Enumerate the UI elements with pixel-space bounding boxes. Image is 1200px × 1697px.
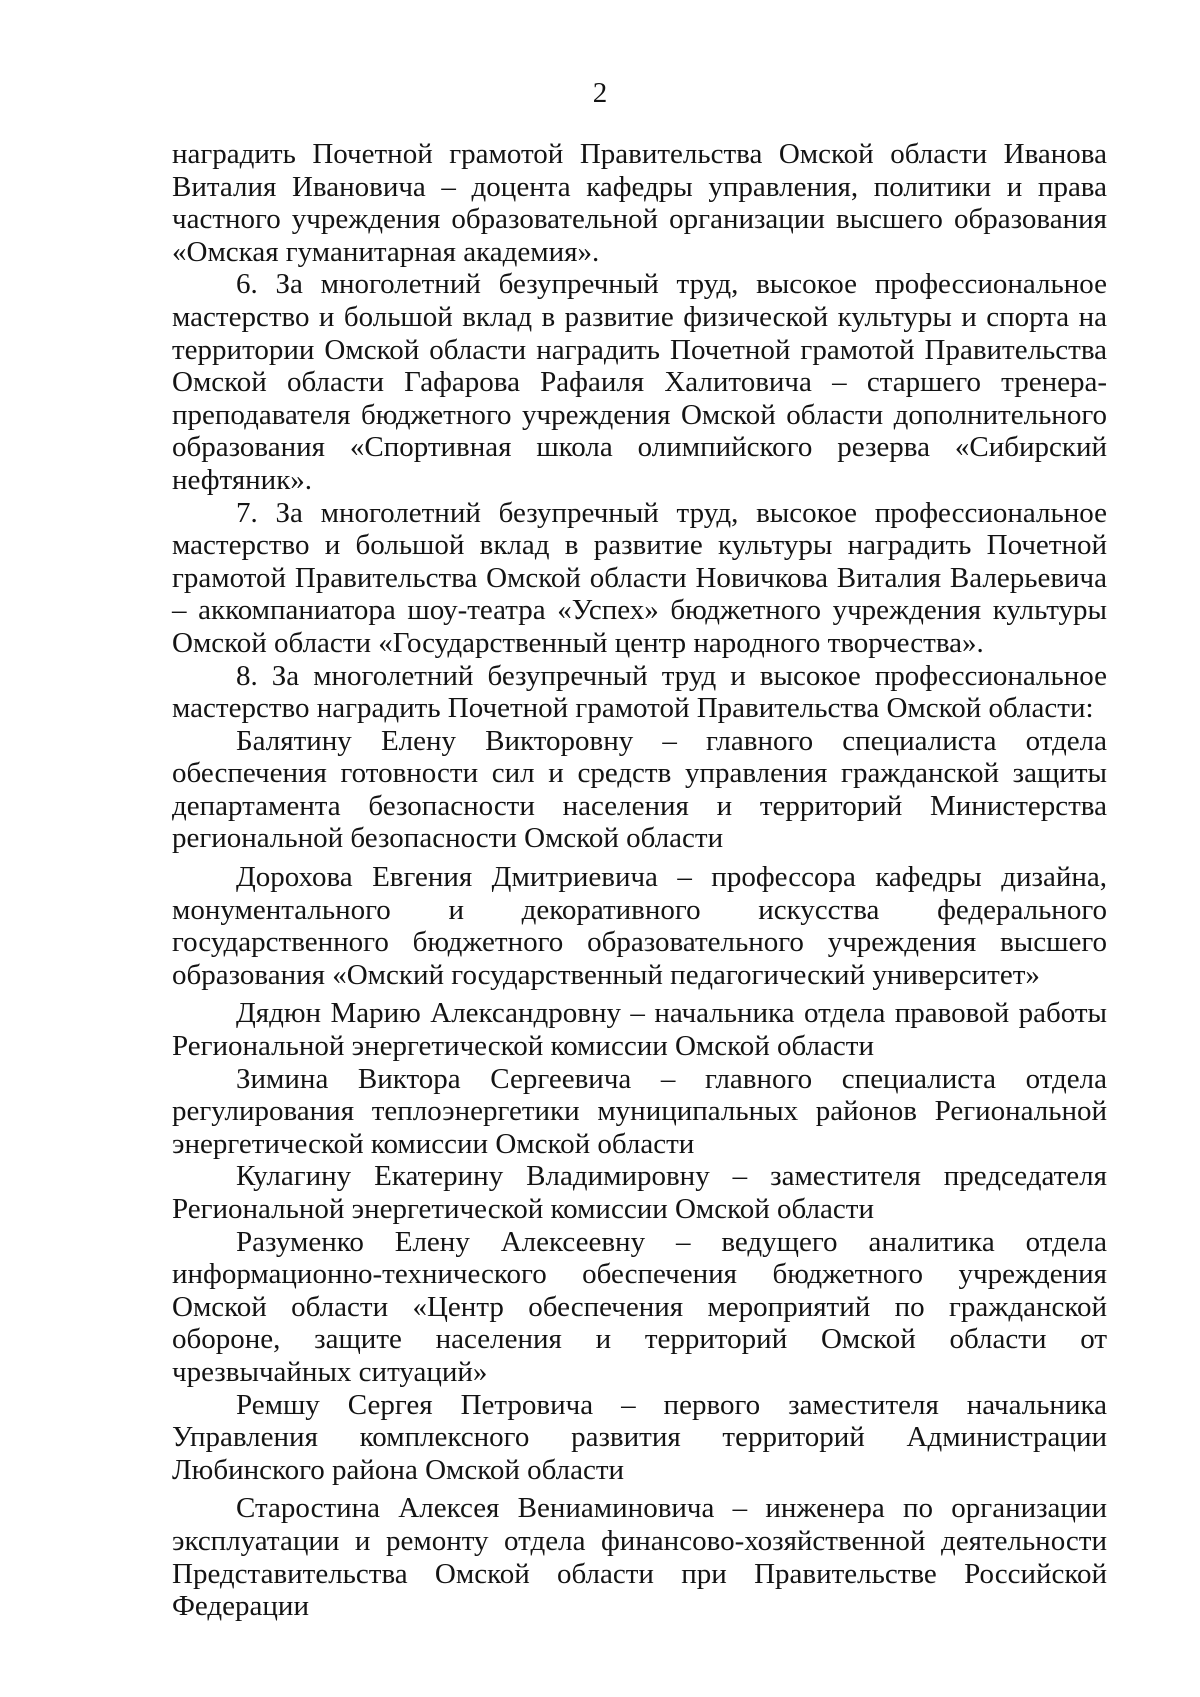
awardee-entry: Старостина Алексея Вениаминовича – инженера по организации эксплуатации и ремонту отдела финансово-хозяйственной деятельности Представительства Омской области при Правительстве Российской Федерации [172, 1492, 1107, 1623]
paragraph-item-8: 8. За многолетний безупречный труд и высокое профессиональное мастерство наградить Почетной грамотой Правительства Омской области: [172, 659, 1107, 725]
page-number: 2 [592, 77, 608, 109]
awardee-entry: Ремшу Сергея Петровича – первого заместителя начальника Управления комплексного развития территорий Администрации Любинского района Омской области [172, 1388, 1107, 1486]
paragraph-continuation: наградить Почетной грамотой Правительства Омской области Иванова Виталия Ивановича – доцента кафедры управления, политики и права частного учреждения образовательной организации высшего образования «Омская гуманитарная академия». [172, 138, 1107, 268]
paragraph-item-6: 6. За многолетний безупречный труд, высокое профессиональное мастерство и большой вклад в развитие физической культуры и спорта на территории Омской области наградить Почетной грамотой Правительства Омской области Гафарова Рафаиля Халитовича – старшего тренера-преподавателя бюджетного учреждения Омской области дополнительного образования «Спортивная школа олимпийского резерва «Сибирский нефтяник». [172, 268, 1107, 496]
document-body [172, 138, 1107, 1623]
awardee-entry: Дорохова Евгения Дмитриевича – профессора кафедры дизайна, монументального и декоративного искусства федерального государственного бюджетного образовательного учреждения высшего образования «Омский государственный педагогический университет» [172, 861, 1107, 991]
awardee-entry: Балятину Елену Викторовну – главного специалиста отдела обеспечения готовности сил и средств управления гражданской защиты департамента безопасности населения и территорий Министерства региональной безопасности Омской области [172, 724, 1107, 855]
awardee-entry: Дядюн Марию Александровну – начальника отдела правовой работы Региональной энергетической комиссии Омской области [172, 997, 1107, 1063]
awardee-entry: Разуменко Елену Алексеевну – ведущего аналитика отдела информационно-технического обеспечения бюджетного учреждения Омской области «Центр обеспечения мероприятий по гражданской обороне, защите населения и территорий Омской области от чрезвычайных ситуаций» [172, 1225, 1107, 1388]
awardee-entry: Зимина Виктора Сергеевича – главного специалиста отдела регулирования теплоэнергетики муниципальных районов Региональной энергетической комиссии Омской области [172, 1062, 1107, 1160]
awardee-entry: Кулагину Екатерину Владимировну – заместителя председателя Региональной энергетической комиссии Омской области [172, 1160, 1107, 1225]
paragraph-item-7: 7. За многолетний безупречный труд, высокое профессиональное мастерство и большой вклад в развитие культуры наградить Почетной грамотой Правительства Омской области Новичкова Виталия Валерьевича – аккомпаниатора шоу-театра «Успех» бюджетного учреждения культуры Омской области «Государственный центр народного творчества». [172, 496, 1107, 659]
